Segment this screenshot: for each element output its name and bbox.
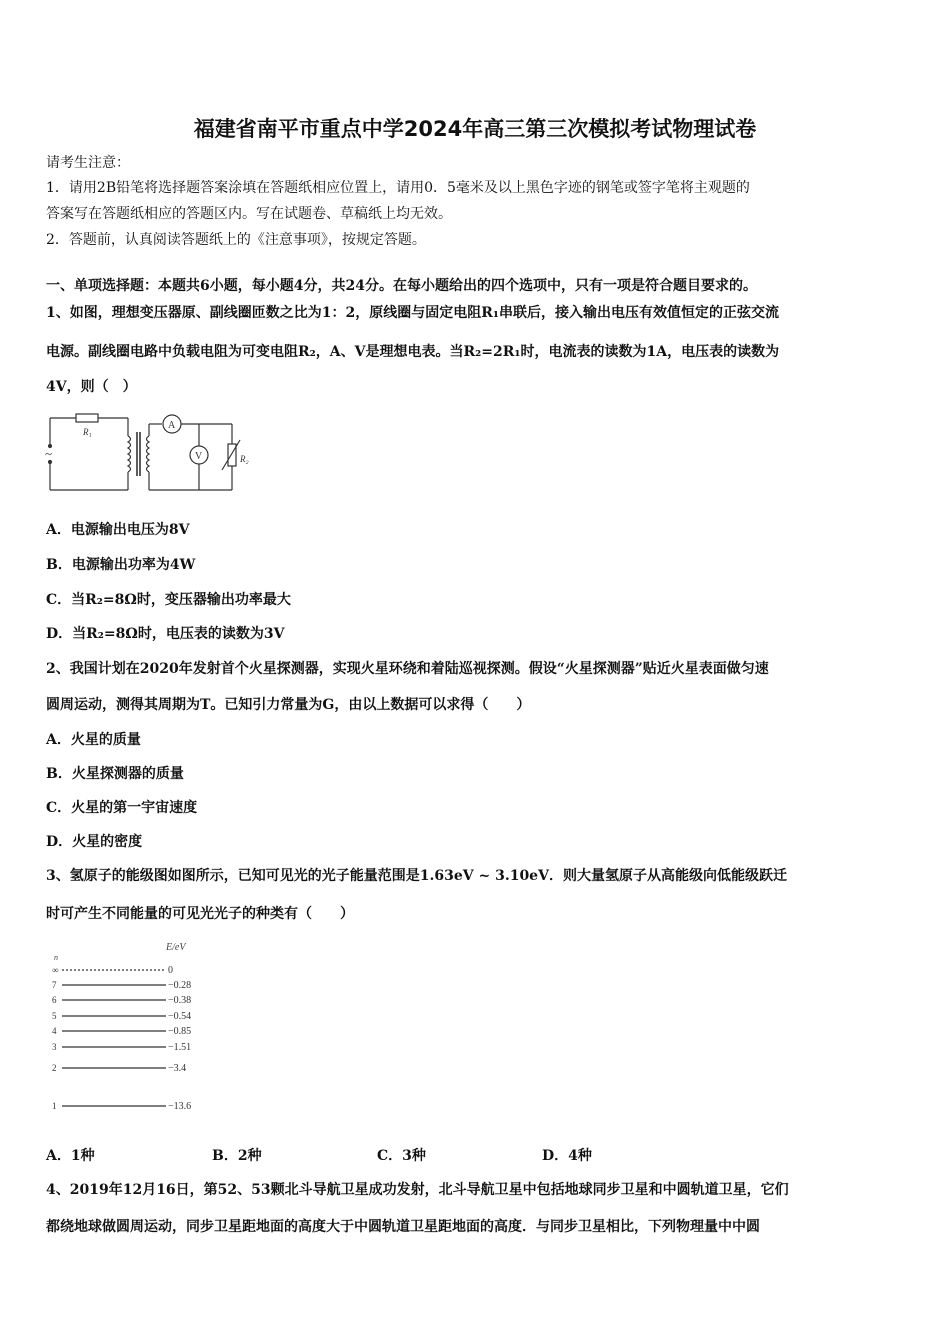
level-n-label: 5 bbox=[52, 1011, 57, 1021]
level-energy-label: −0.38 bbox=[168, 995, 192, 1006]
notice-line: 答案写在答题纸相应的答题区内。写在试题卷、草稿纸上均无效。 bbox=[46, 206, 452, 222]
level-energy-label: −1.51 bbox=[168, 1042, 192, 1053]
level-n-label: 1 bbox=[52, 1101, 57, 1111]
question-text: 4V，则（ ） bbox=[46, 379, 137, 395]
option-c: C．3种 bbox=[377, 1148, 426, 1164]
voltmeter-label: V bbox=[195, 451, 203, 462]
option-b: B．火星探测器的质量 bbox=[46, 766, 184, 782]
ac-source-symbol: ~ bbox=[45, 446, 53, 461]
level-n-label: 6 bbox=[52, 995, 57, 1005]
level-energy-label: −0.28 bbox=[168, 980, 192, 991]
resistor-r2 bbox=[228, 444, 236, 466]
section-heading: 一、单项选择题：本题共6小题，每小题4分，共24分。在每小题给出的四个选项中，只有一项是符合题目要求的。 bbox=[46, 278, 757, 294]
notice-line: 1．请用2B铅笔将选择题答案涂填在答题纸相应位置上，请用0．5毫米及以上黑色字迹的钢笔或签字笔将主观题的 bbox=[46, 180, 750, 196]
n-axis-label: n bbox=[54, 953, 58, 962]
level-n-label: 2 bbox=[52, 1063, 57, 1073]
page-title: 福建省南平市重点中学2024年高三第三次模拟考试物理试卷 bbox=[193, 117, 757, 141]
question-text: 圆周运动，测得其周期为T。已知引力常量为G，由以上数据可以求得（ ） bbox=[46, 697, 531, 713]
level-energy-label: −0.85 bbox=[168, 1026, 192, 1037]
energy-axis-label: E/eV bbox=[166, 942, 186, 953]
level-n-label: ∞ bbox=[52, 965, 59, 975]
option-a: A．电源输出电压为8V bbox=[46, 522, 190, 538]
level-energy-label: −13.6 bbox=[168, 1101, 192, 1112]
question-text: 电源。副线圈电路中负载电阻为可变电阻R₂，A、V是理想电表。当R₂=2R₁时，电流表的读数为1A，电压表的读数为 bbox=[46, 344, 780, 360]
energy-level-diagram bbox=[46, 938, 216, 1118]
option-c: C．火星的第一宇宙速度 bbox=[46, 800, 198, 816]
option-a: A．1种 bbox=[46, 1148, 95, 1164]
option-d: D．当R₂=8Ω时，电压表的读数为3V bbox=[46, 626, 285, 642]
option-b: B．电源输出功率为4W bbox=[46, 557, 196, 573]
notice-heading: 请考生注意： bbox=[46, 155, 130, 171]
notice-line: 2．答题前，认真阅读答题纸上的《注意事项》，按规定答题。 bbox=[46, 232, 426, 248]
option-b: B．2种 bbox=[212, 1148, 262, 1164]
r1-label: R₁ bbox=[83, 427, 92, 437]
level-n-label: 4 bbox=[52, 1026, 57, 1036]
level-energy-label: −3.4 bbox=[168, 1063, 187, 1074]
resistor-r1 bbox=[76, 414, 98, 422]
level-n-label: 3 bbox=[52, 1042, 57, 1052]
level-n-label: 7 bbox=[52, 980, 57, 990]
option-d: D．4种 bbox=[542, 1148, 592, 1164]
option-d: D．火星的密度 bbox=[46, 834, 143, 850]
question-text: 1、如图，理想变压器原、副线圈匝数之比为1：2，原线圈与固定电阻R₁串联后，接入输出电压有效值恒定的正弦交流 bbox=[46, 305, 779, 321]
ammeter-label: A bbox=[168, 420, 176, 431]
question-text: 时可产生不同能量的可见光光子的种类有（ ） bbox=[46, 906, 354, 922]
option-a: A．火星的质量 bbox=[46, 732, 141, 748]
r2-label: R₂ bbox=[240, 454, 249, 464]
question-text: 3、氢原子的能级图如图所示，已知可见光的光子能量范围是1.63eV ~ 3.10eV．则大量氢原子从高能级向低能级跃迁 bbox=[46, 868, 787, 884]
level-energy-label: 0 bbox=[168, 965, 173, 976]
question-text: 2、我国计划在2020年发射首个火星探测器，实现火星环绕和着陆巡视探测。假设“火星探测器”贴近火星表面做匀速 bbox=[46, 661, 769, 677]
question-text: 4、2019年12月16日，第52、53颗北斗导航卫星成功发射，北斗导航卫星中包括地球同步卫星和中圆轨道卫星，它们 bbox=[46, 1182, 789, 1198]
option-c: C．当R₂=8Ω时，变压器输出功率最大 bbox=[46, 592, 291, 608]
transformer-circuit-diagram bbox=[44, 410, 264, 496]
level-energy-label: −0.54 bbox=[168, 1011, 192, 1022]
question-text: 都绕地球做圆周运动，同步卫星距地面的高度大于中圆轨道卫星距地面的高度．与同步卫星相比，下列物理量中中圆 bbox=[46, 1219, 760, 1235]
